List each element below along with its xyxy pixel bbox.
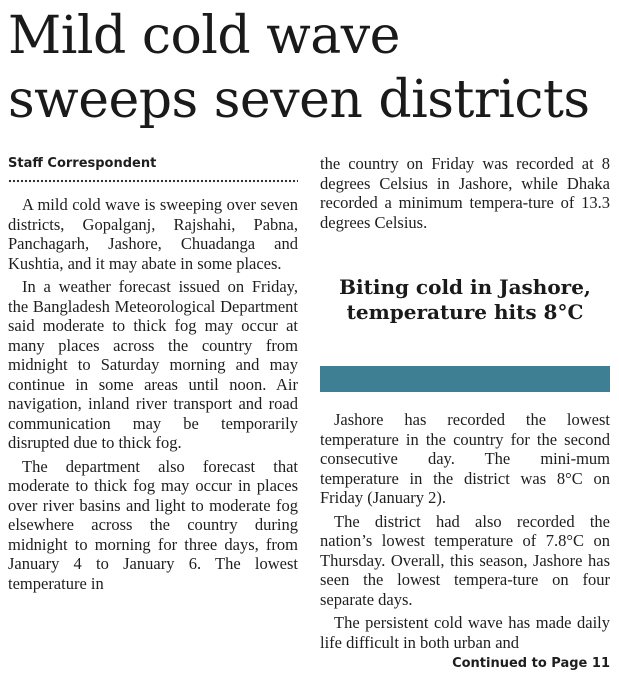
subhead-line-1: Biting cold in Jashore, — [339, 275, 591, 299]
paragraph-3: The department also forecast that moderate to thick fog may occur in places over river basins and light to moderate fog elsewhere across the country during midnight to morning for three days, from January 4 to January 6. The lowest temperature in — [8, 456, 298, 593]
right-column — [320, 154, 610, 652]
paragraph-3-continued: the country on Friday was recorded at 8 degrees Celsius in Jashore, while Dhaka recorded a minimum tempera-ture of 13.3 degrees Celsius. — [320, 154, 610, 232]
dotted-rule — [8, 179, 298, 183]
left-column — [8, 154, 298, 593]
headline-line-2: sweeps seven districts — [8, 70, 590, 130]
paragraph-2: In a weather forecast issued on Friday, the Bangladesh Meteorological Department said moderate to thick fog may occur at many places across the country from midnight to Saturday morning and may continue in some areas until noon. Air navigation, inland river transport and road communication may be temporarily disrupted due to thick fog. — [8, 277, 298, 452]
sidebar-paragraph-1: Jashore has recorded the lowest temperature in the country for the second consecutive day. The mini-mum temperature in the district was 8°C on Friday (January 2). — [320, 410, 610, 507]
article-body-right — [320, 154, 610, 232]
subhead-line-2: temperature hits 8°C — [346, 300, 584, 324]
headline-line-1: Mild cold wave — [8, 6, 400, 66]
image-placeholder-bar — [320, 366, 610, 392]
continued-link[interactable]: Continued to Page 11 — [452, 656, 610, 671]
sidebar-paragraph-2: The district had also recorded the nation’s lowest temperature of 7.8°C on Thursday. Overall, this season, Jashore has seen the lowest tempera-ture on four separate days. — [320, 511, 610, 609]
sidebar-subhead — [320, 275, 610, 325]
headline — [8, 4, 612, 132]
article-body-left — [8, 195, 298, 593]
byline: Staff Correspondent — [8, 156, 157, 171]
sidebar-body — [320, 410, 610, 652]
paragraph-1: A mild cold wave is sweeping over seven districts, Gopalganj, Rajshahi, Pabna, Panchagarh, Jashore, Chuadanga and Kushtia, and it may abate in some places. — [8, 195, 298, 273]
sidebar-paragraph-3: The persistent cold wave has made daily life difficult in both urban and — [320, 613, 610, 652]
